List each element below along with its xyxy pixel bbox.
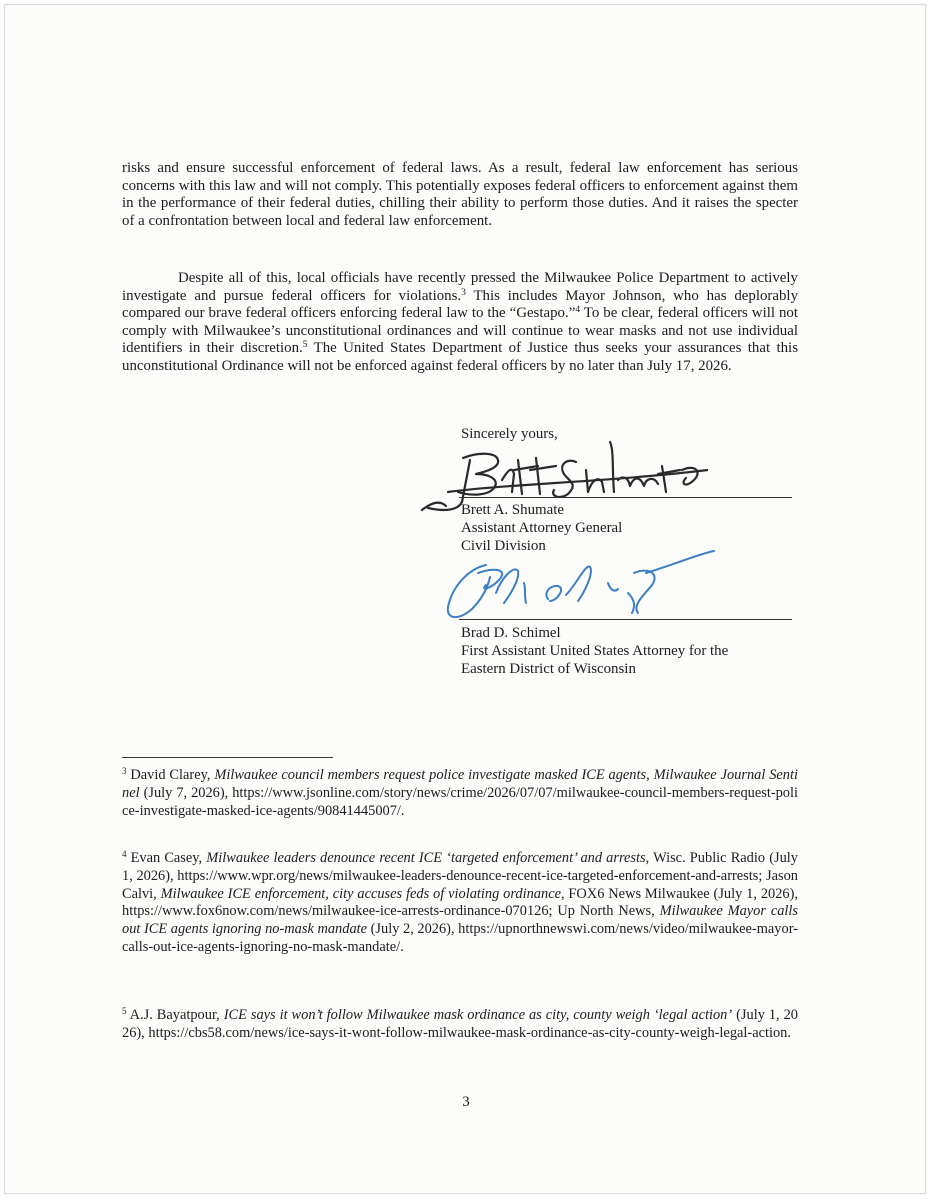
- signatory-1-title: Assistant Attorney General: [461, 520, 623, 536]
- page-number: 3: [462, 1094, 470, 1110]
- body-paragraph-2: [122, 270, 798, 376]
- paragraph-2-part-a: Despite all of this, local officials have recently pressed the Milwaukee Police Department to actively investigate and pursue federal officers for violations.: [122, 270, 798, 304]
- footnote-5-rest: (July 1, 2026), https://cbs58.com/news/ice-says-it-wont-follow-milwaukee-mask-ordinance-as-city-county-weigh-legal-action.: [122, 1007, 798, 1041]
- footnote-5-author: A.J. Bayatpour,: [126, 1007, 224, 1023]
- footnote-3-title: Milwaukee council members request police investigate masked ICE agents: [214, 767, 647, 783]
- footnote-3-rest: (July 7, 2026), https://www.jsonline.com/story/news/crime/2026/07/07/milwaukee-council-members-request-police-investigate-masked-ice-agents/90841445007/.: [122, 784, 798, 819]
- signature-line-2: [459, 619, 792, 620]
- footnote-4-rest-1: , Wisc. Public Radio (July 1, 2026), https://www.wpr.org/news/milwaukee-leaders-denounce-recent-ice-targeted-enforcement-and-arrests; Jason Calvi,: [122, 850, 798, 902]
- footnote-4-number: 4: [122, 849, 127, 859]
- signature-line-1: [459, 497, 792, 498]
- footnote-4-title-2: Milwaukee ICE enforcement, city accuses feds of violating ordinance: [160, 885, 561, 902]
- footnote-3-source: Milwaukee Journal Sentinel: [122, 767, 798, 801]
- signatory-2-district: Eastern District of Wisconsin: [461, 661, 636, 677]
- footnote-3-author: David Clarey,: [126, 767, 215, 783]
- footnote-4-title-1: Milwaukee leaders denounce recent ICE ‘targeted enforcement’ and arrests: [206, 850, 646, 866]
- signatory-1-name: Brett A. Shumate: [461, 502, 564, 518]
- signatory-2-block: [461, 624, 728, 678]
- footnote-ref-5: 5: [302, 340, 308, 351]
- signatory-1-division: Civil Division: [461, 538, 546, 554]
- footnote-5: [122, 1007, 798, 1043]
- footnote-4-rest-2: , FOX6 News Milwaukee (July 1, 2026), https://www.fox6now.com/news/milwaukee-ice-arrests-ordinance-070126; Up North News,: [122, 885, 799, 920]
- footnote-3-number: 3: [122, 766, 127, 776]
- footnote-5-number: 5: [122, 1006, 127, 1016]
- paragraph-2-part-c: To be clear, federal officers will not comply with Milwaukee’s unconstitutional ordinances and will continue to wear masks and not use individual identifiers in their discretion.: [122, 305, 798, 357]
- signature-schimel: [438, 543, 728, 623]
- footnote-3-separator: ,: [646, 767, 654, 783]
- signatory-2-name: Brad D. Schimel: [461, 625, 561, 641]
- closing-salutation: Sincerely yours,: [461, 426, 558, 442]
- footnote-3: [122, 767, 798, 820]
- footnote-5-title: ICE says it won’t follow Milwaukee mask ordinance as city, county weigh ‘legal action’: [223, 1007, 733, 1023]
- footnote-4: [122, 850, 798, 957]
- footnote-ref-4: 4: [575, 305, 581, 316]
- paragraph-2-part-d: The United States Department of Justice thus seeks your assurances that this unconstitutional Ordinance will not be enforced against federal officers by no later than July 17, 2026.: [122, 340, 798, 374]
- footnote-ref-3: 3: [461, 287, 466, 298]
- paragraph-2-part-b: This includes Mayor Johnson, who has deplorably compared our brave federal officers enforcing federal law to the “Gestapo.”: [122, 287, 799, 322]
- body-paragraph-1: risks and ensure successful enforcement of federal laws. As a result, federal law enforcement has serious concerns with this law and will not comply. This potentially exposes federal officers to enforcement against them in the performance of their federal duties, chilling their ability to perform those duties. And it raises the specter of a confrontation between local and federal law enforcement.: [122, 160, 798, 229]
- footnote-4-rest-3: (July 2, 2026), https://upnorthnewswi.com/news/video/milwaukee-mayor-calls-out-ice-agents-ignoring-no-mask-mandate/.: [122, 921, 798, 955]
- footnote-4-author-1: Evan Casey,: [126, 850, 207, 866]
- footnote-4-title-3: Milwaukee Mayor calls out ICE agents ignoring no-mask mandate: [122, 903, 799, 938]
- signatory-2-title: First Assistant United States Attorney for the: [461, 643, 729, 659]
- footnote-separator: [122, 757, 333, 758]
